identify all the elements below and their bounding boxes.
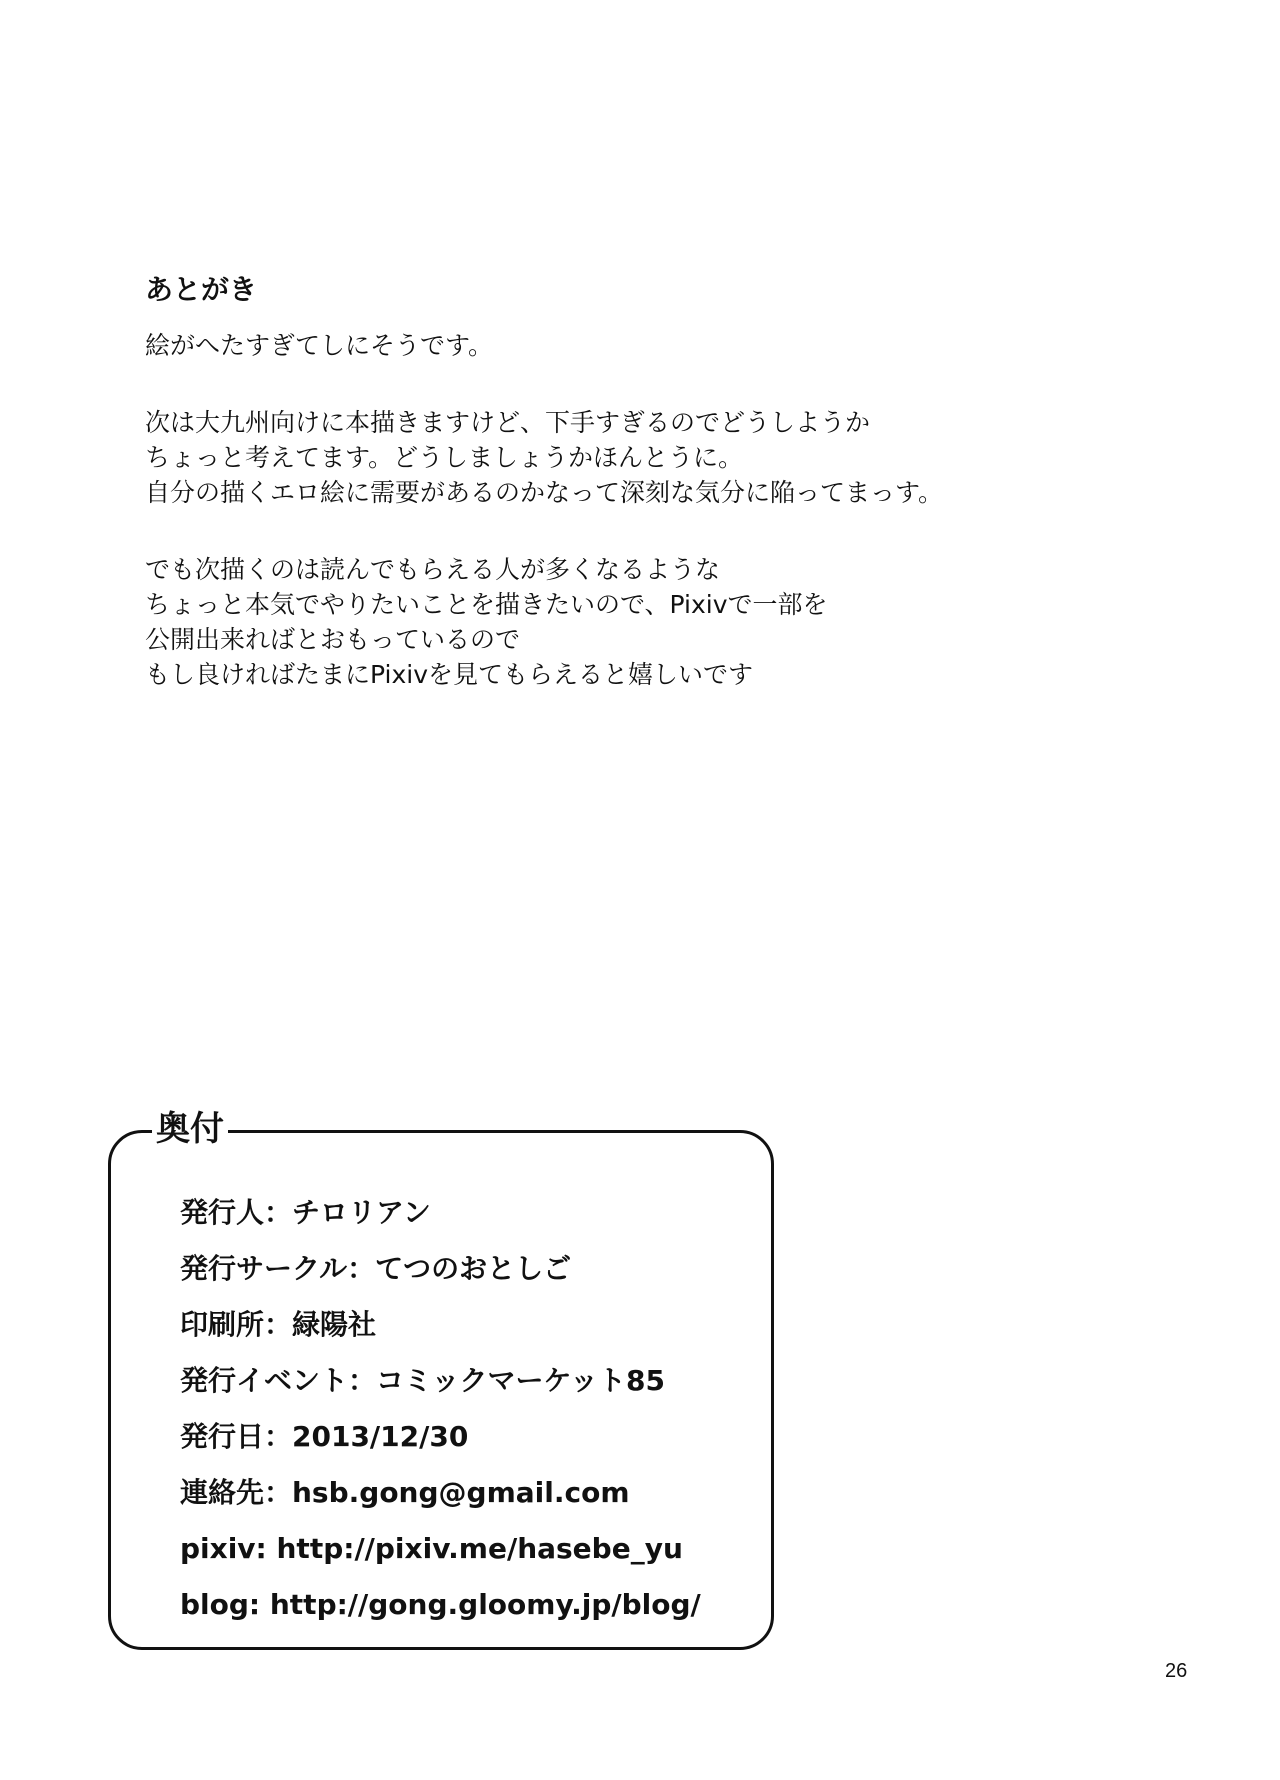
colophon-title: 奥付 (152, 1112, 228, 1146)
page-number: 26 (1165, 1660, 1188, 1682)
afterword-line: でも次描くのは読んでもらえる人が多くなるような (145, 555, 721, 585)
colophon-event: 発行イベント：コミックマーケット85 (180, 1364, 666, 1397)
afterword-paragraph-1 (145, 328, 1145, 363)
colophon-circle: 発行サークル：てつのおとしご (180, 1252, 572, 1285)
afterword-section (145, 272, 1145, 734)
colophon-printer: 印刷所：緑陽社 (180, 1308, 377, 1341)
colophon-date: 発行日：2013/12/30 (180, 1420, 469, 1453)
colophon-pixiv-link[interactable]: pixiv: http://pixiv.me/hasebe_yu (180, 1532, 683, 1565)
afterword-paragraph-3 (145, 552, 1145, 692)
afterword-line: もし良ければたまにPixivを見てもらえると嬉しいです (145, 660, 754, 690)
afterword-line: 絵がへたすぎてしにそうです。 (145, 331, 494, 361)
afterword-line: ちょっと考えてます。どうしましょうかほんとうに。 (145, 443, 744, 473)
colophon-publisher: 発行人：チロリアン (180, 1196, 431, 1229)
afterword-line: 次は大九州向けに本描きますけど、下手すぎるのでどうしようか (145, 408, 871, 438)
afterword-line: 自分の描くエロ絵に需要があるのかなって深刻な気分に陥ってまっす。 (145, 478, 944, 508)
afterword-line: ちょっと本気でやりたいことを描きたいので、Pixivで一部を (145, 590, 828, 620)
afterword-line: 公開出来ればとおもっているので (145, 625, 521, 655)
colophon-blog-link[interactable]: blog: http://gong.gloomy.jp/blog/ (180, 1588, 701, 1621)
colophon-contact: 連絡先：hsb.gong@gmail.com (180, 1476, 630, 1509)
colophon-list (180, 1185, 701, 1633)
afterword-paragraph-2 (145, 405, 1145, 510)
afterword-title: あとがき (145, 273, 258, 306)
